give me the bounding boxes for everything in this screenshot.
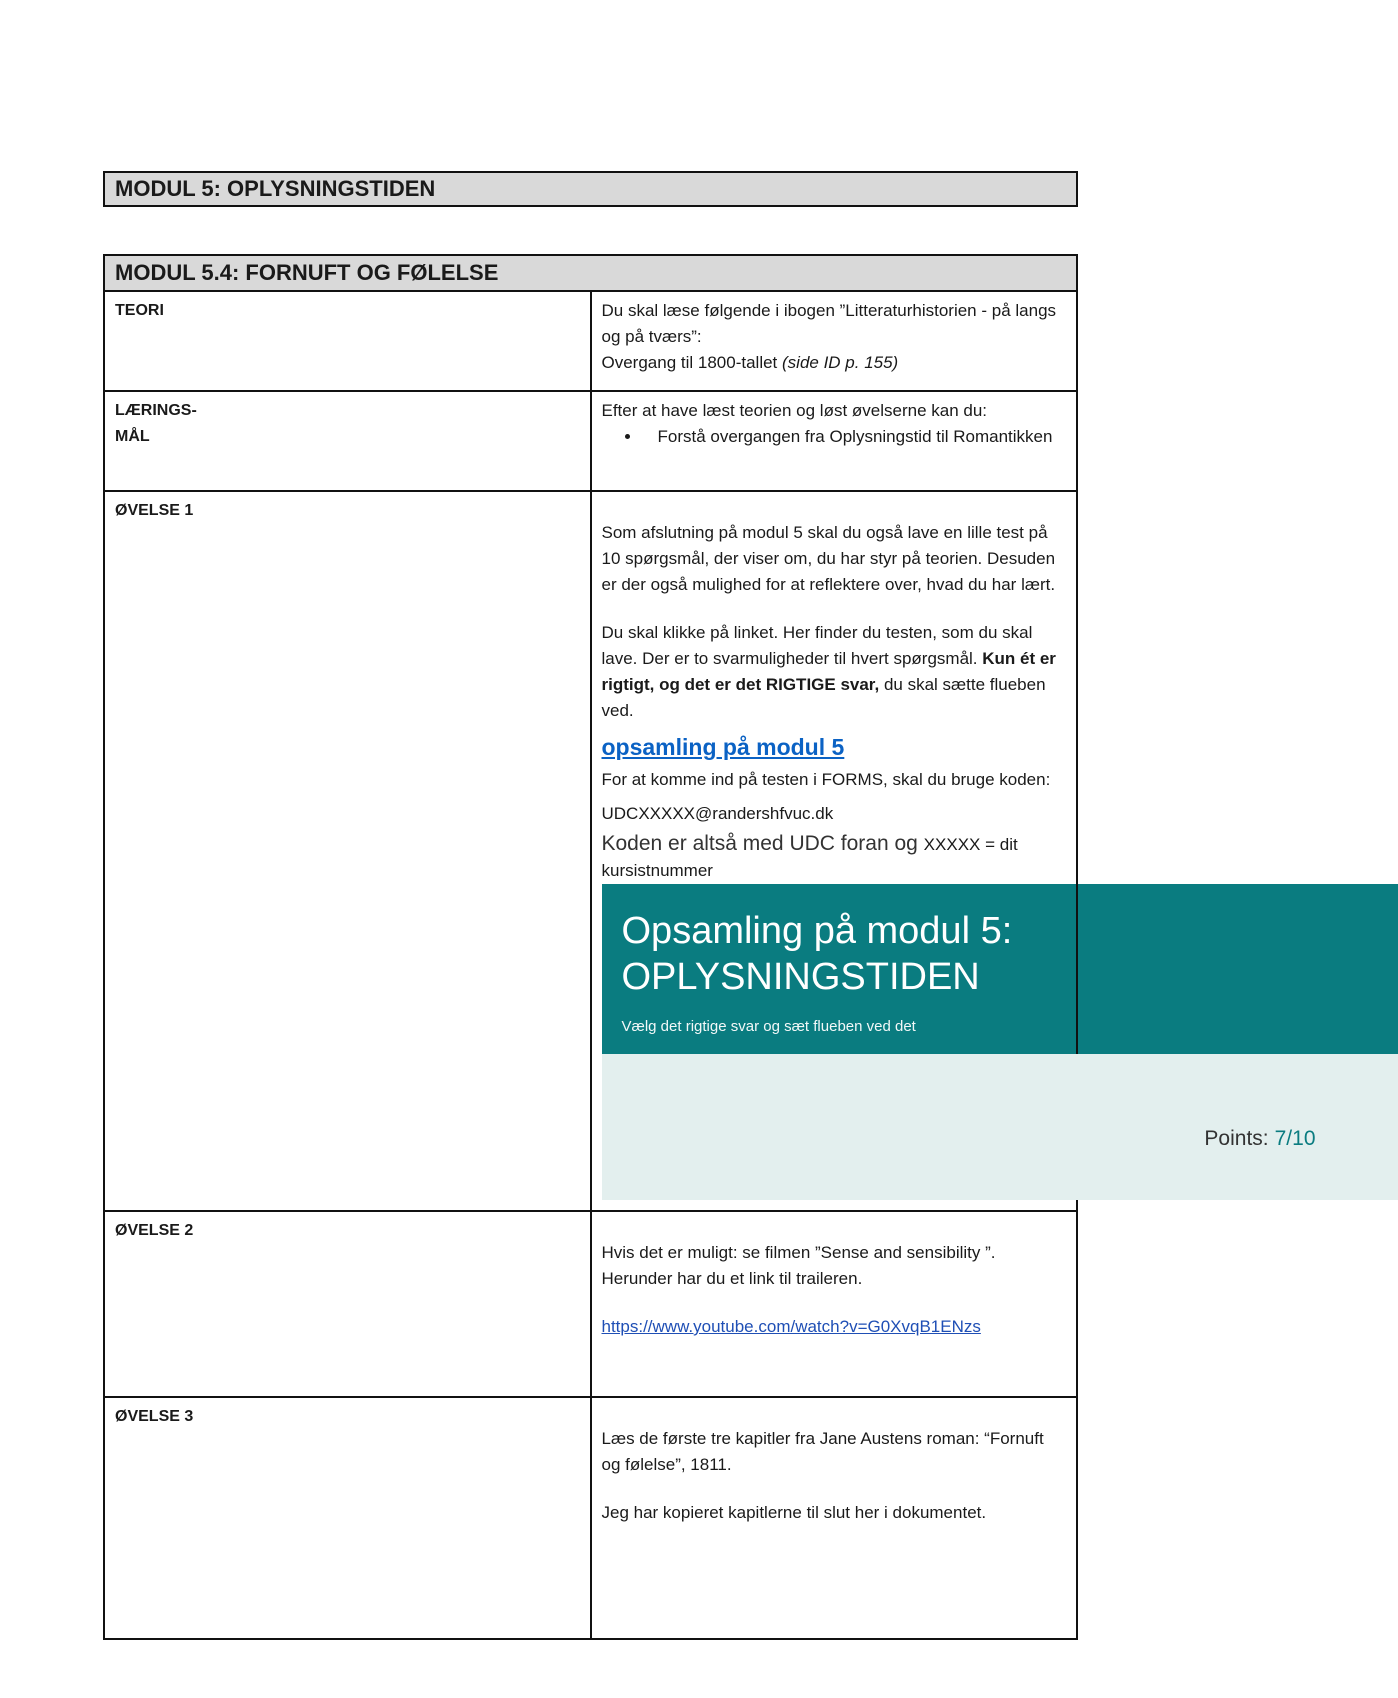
module-header: MODUL 5.4: FORNUFT OG FØLELSE [104,255,1077,291]
goals-list [602,424,1067,450]
teori-line2-text: Overgang til 1800-tallet [601,353,782,372]
forms-title: Opsamling på modul 5: OPLYSNINGSTIDEN [621,910,1013,998]
ovelse1-label: ØVELSE 1 [104,491,591,1211]
ovelse2-text: Hvis det er muligt: se filmen ”Sense and sensibility ”. Herunder har du et link til traileren. [601,1243,996,1288]
laeringsmaal-intro: Efter at have læst teorien og løst øvelserne kan du: [601,401,988,420]
ovelse2-label: ØVELSE 2 [104,1211,591,1397]
row-teori [104,291,1077,391]
laeringsmaal-label [104,391,591,491]
forms-test-link[interactable]: opsamling på modul 5 [601,734,845,760]
ovelse1-p2-emphasis: Kun ét er rigtigt, og det er det RIGTIGE svar, [601,649,1056,694]
ovelse1-p2-end: du skal sætte flueben ved. [601,675,1046,720]
ovelse1-p2-text: Du skal klikke på linket. Her finder du testen, som du skal lave. Der er to svarmuligheder til hvert spørgsmål. [601,623,1033,668]
ovelse3-paragraph1: Læs de første tre kapitler fra Jane Austens roman: “Fornuft og følelse”, 1811. [601,1429,1044,1474]
ovelse3-content [591,1397,1078,1639]
teori-line2 [602,350,1067,376]
code-note-tail: XXXXX = dit kursistnummer [601,835,1018,880]
code-note [602,831,1067,884]
teori-page-ref: (side ID p. 155) [782,353,899,372]
forms-subtitle: Vælg det rigtige svar og sæt flueben ved det [621,1018,916,1035]
forms-banner [602,884,1398,1054]
ovelse3-label: ØVELSE 3 [104,1397,591,1639]
laeringsmaal-label-line1: LÆRINGS- [115,402,197,419]
laeringsmaal-content [591,391,1078,491]
row-ovelse3 [104,1397,1077,1639]
module-table [103,254,1316,1640]
goal-item: • Forstå overgangen fra Oplysningstid til Romantikken [642,424,1067,450]
trailer-link[interactable]: https://www.youtube.com/watch?v=G0XvqB1ENzs [601,1317,981,1336]
page-title: MODUL 5: OPLYSNINGSTIDEN [103,171,1078,207]
ovelse2-content [591,1211,1078,1397]
row-laeringsmaal [104,391,1077,491]
code-note-lead: Koden er altså med UDC foran og [601,832,924,855]
row-ovelse1 [104,491,1077,1211]
ovelse1-paragraph2 [602,620,1067,724]
access-code: UDCXXXXX@randershfvuc.dk [601,804,834,823]
teori-line1: Du skal læse følgende i ibogen ”Litteraturhistorien - på langs og på tværs”: [601,301,1057,346]
forms-footer [602,1054,1398,1200]
teori-content [591,291,1078,391]
ovelse3-paragraph2: Jeg har kopieret kapitlerne til slut her i dokumentet. [601,1503,987,1522]
row-ovelse2 [104,1211,1077,1397]
ovelse1-content [591,491,1316,1211]
teori-label: TEORI [104,291,591,391]
laeringsmaal-label-line2: MÅL [115,428,150,445]
code-intro: For at komme ind på testen i FORMS, skal du bruge koden: [601,770,1051,789]
forms-points [1204,1126,1315,1152]
ovelse1-paragraph1: Som afslutning på modul 5 skal du også lave en lille test på 10 spørgsmål, der viser om, du har styr på teorien. Desuden er der også mulighed for at reflektere over, hvad du har lært. [601,523,1056,594]
points-label: Points: [1204,1127,1269,1150]
points-value: 7/10 [1274,1127,1316,1150]
forms-screenshot [602,884,1398,1200]
